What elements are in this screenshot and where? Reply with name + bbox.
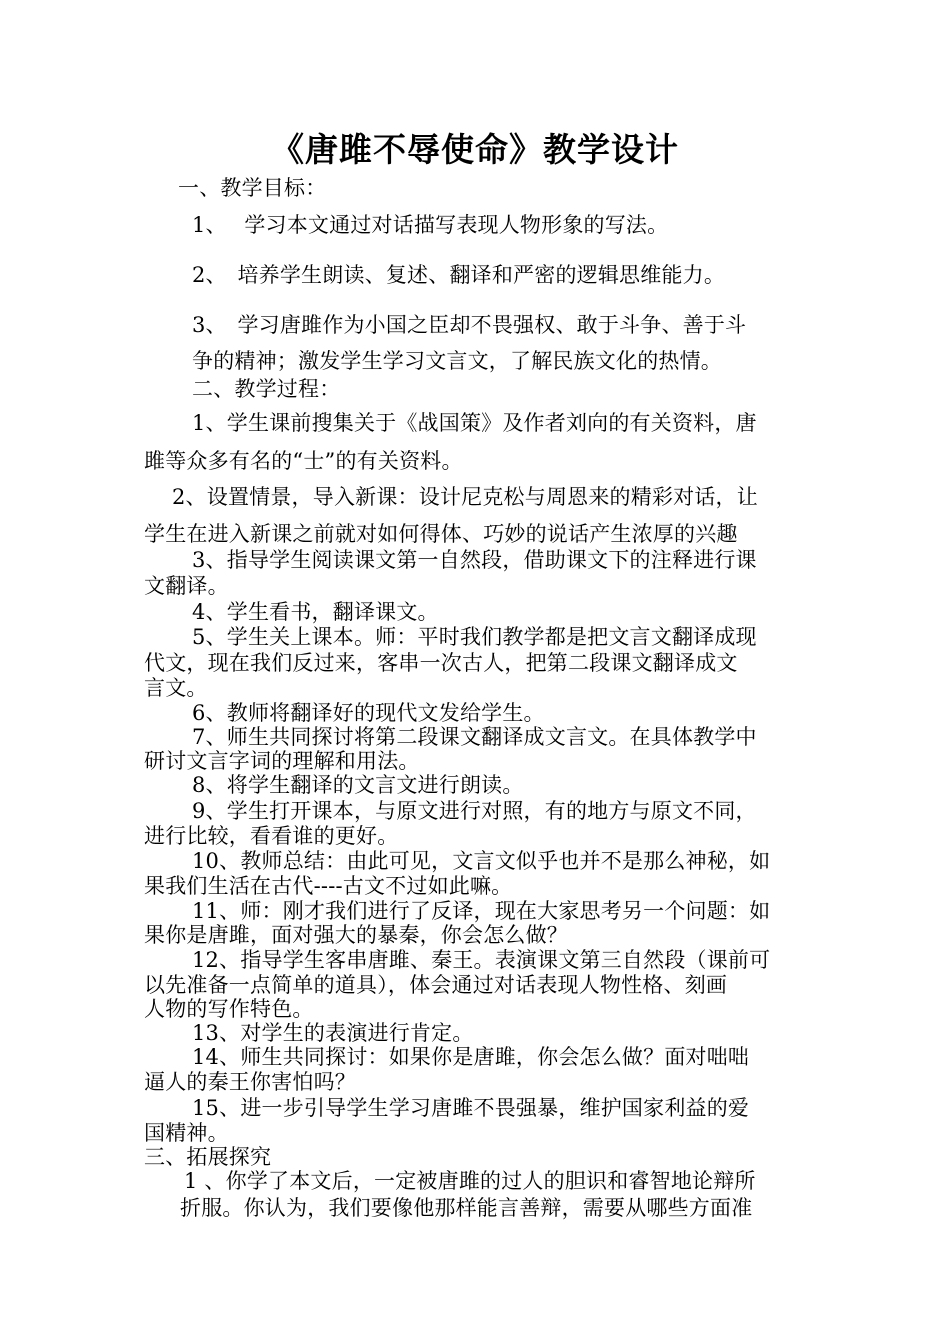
paragraph-line: 1、 学习本文通过对话描写表现人物形象的写法。 [192,213,669,237]
paragraph-line: 4、学生看书，翻译课文。 [192,600,439,624]
paragraph-line: 雎等众多有名的“士”的有关资料。 [144,449,463,473]
paragraph-line: 言文。 [144,676,208,700]
paragraph-line: 7、师生共同探讨将第二段课文翻译成文言文。在具体教学中 [192,725,757,749]
paragraph-line: 人物的写作特色。 [144,997,314,1021]
paragraph-line: 15、进一步引导学生学习唐雎不畏强暴，维护国家利益的爱 [192,1096,750,1120]
paragraph-line: 代文，现在我们反过来，客串一次古人，把第二段课文翻译成文 [144,651,738,675]
paragraph-line: 10、教师总结：由此可见，文言文似乎也并不是那么神秘，如 [192,849,771,873]
paragraph-line: 进行比较，看看谁的更好。 [144,824,399,848]
paragraph-line: 9、学生打开课本，与原文进行对照，有的地方与原文不同， [192,799,757,823]
paragraph-line: 文翻译。 [144,574,229,598]
paragraph-line: 2、 培养学生朗读、复述、翻译和严密的逻辑思维能力。 [192,263,726,287]
paragraph-line: 2、设置情景，导入新课：设计尼克松与周恩来的精彩对话，让 [172,485,758,509]
section-heading: 一、教学目标： [178,176,327,200]
paragraph-line: 5、学生关上课本。师：平时我们教学都是把文言文翻译成现 [192,625,757,649]
paragraph-line: 学生在进入新课之前就对如何得体、巧妙的说话产生浓厚的兴趣 [144,522,738,546]
paragraph-line: 13、对学生的表演进行肯定。 [192,1021,474,1045]
paragraph-line: 逼人的秦王你害怕吗？ [144,1070,356,1094]
paragraph-line: 果我们生活在古代----古文不过如此嘛。 [144,874,513,898]
paragraph-line: 3、 学习唐雎作为小国之臣却不畏强权、敢于斗争、善于斗 [192,313,747,337]
paragraph-line: 争的精神；激发学生学习文言文，了解民族文化的热情。 [192,349,722,373]
paragraph-line: 1、学生课前搜集关于《战国策》及作者刘向的有关资料，唐 [192,411,757,435]
paragraph-line: 折服。你认为，我们要像他那样能言善辩，需要从哪些方面准 [180,1196,753,1220]
paragraph-line: 14、师生共同探讨：如果你是唐雎，你会怎么做？面对咄咄 [192,1045,750,1069]
paragraph-line: 以先准备一点简单的道具），体会通过对话表现人物性格、刻画 [144,973,728,997]
paragraph-line: 3、指导学生阅读课文第一自然段，借助课文下的注释进行课 [192,548,757,572]
paragraph-line: 6、教师将翻译好的现代文发给学生。 [192,701,545,725]
paragraph-line: 果你是唐雎，面对强大的暴秦，你会怎么做？ [144,923,568,947]
paragraph-line: 1 、你学了本文后，一定被唐雎的过人的胆识和睿智地论辩所 [184,1169,756,1193]
paragraph-line: 12、指导学生客串唐雎、秦王。表演课文第三自然段（课前可 [192,948,771,972]
paragraph-line: 研讨文言字词的理解和用法。 [144,749,420,773]
section-heading: 二、教学过程： [192,377,341,401]
paragraph-line: 8、将学生翻译的文言文进行朗读。 [192,773,524,797]
paragraph-line: 11、师：刚才我们进行了反译，现在大家思考另一个问题：如 [192,899,771,923]
section-heading: 三、拓展探究 [144,1145,272,1169]
paragraph-line: 国精神。 [144,1121,229,1145]
document-title: 《唐雎不辱使命》教学设计 [271,130,679,169]
